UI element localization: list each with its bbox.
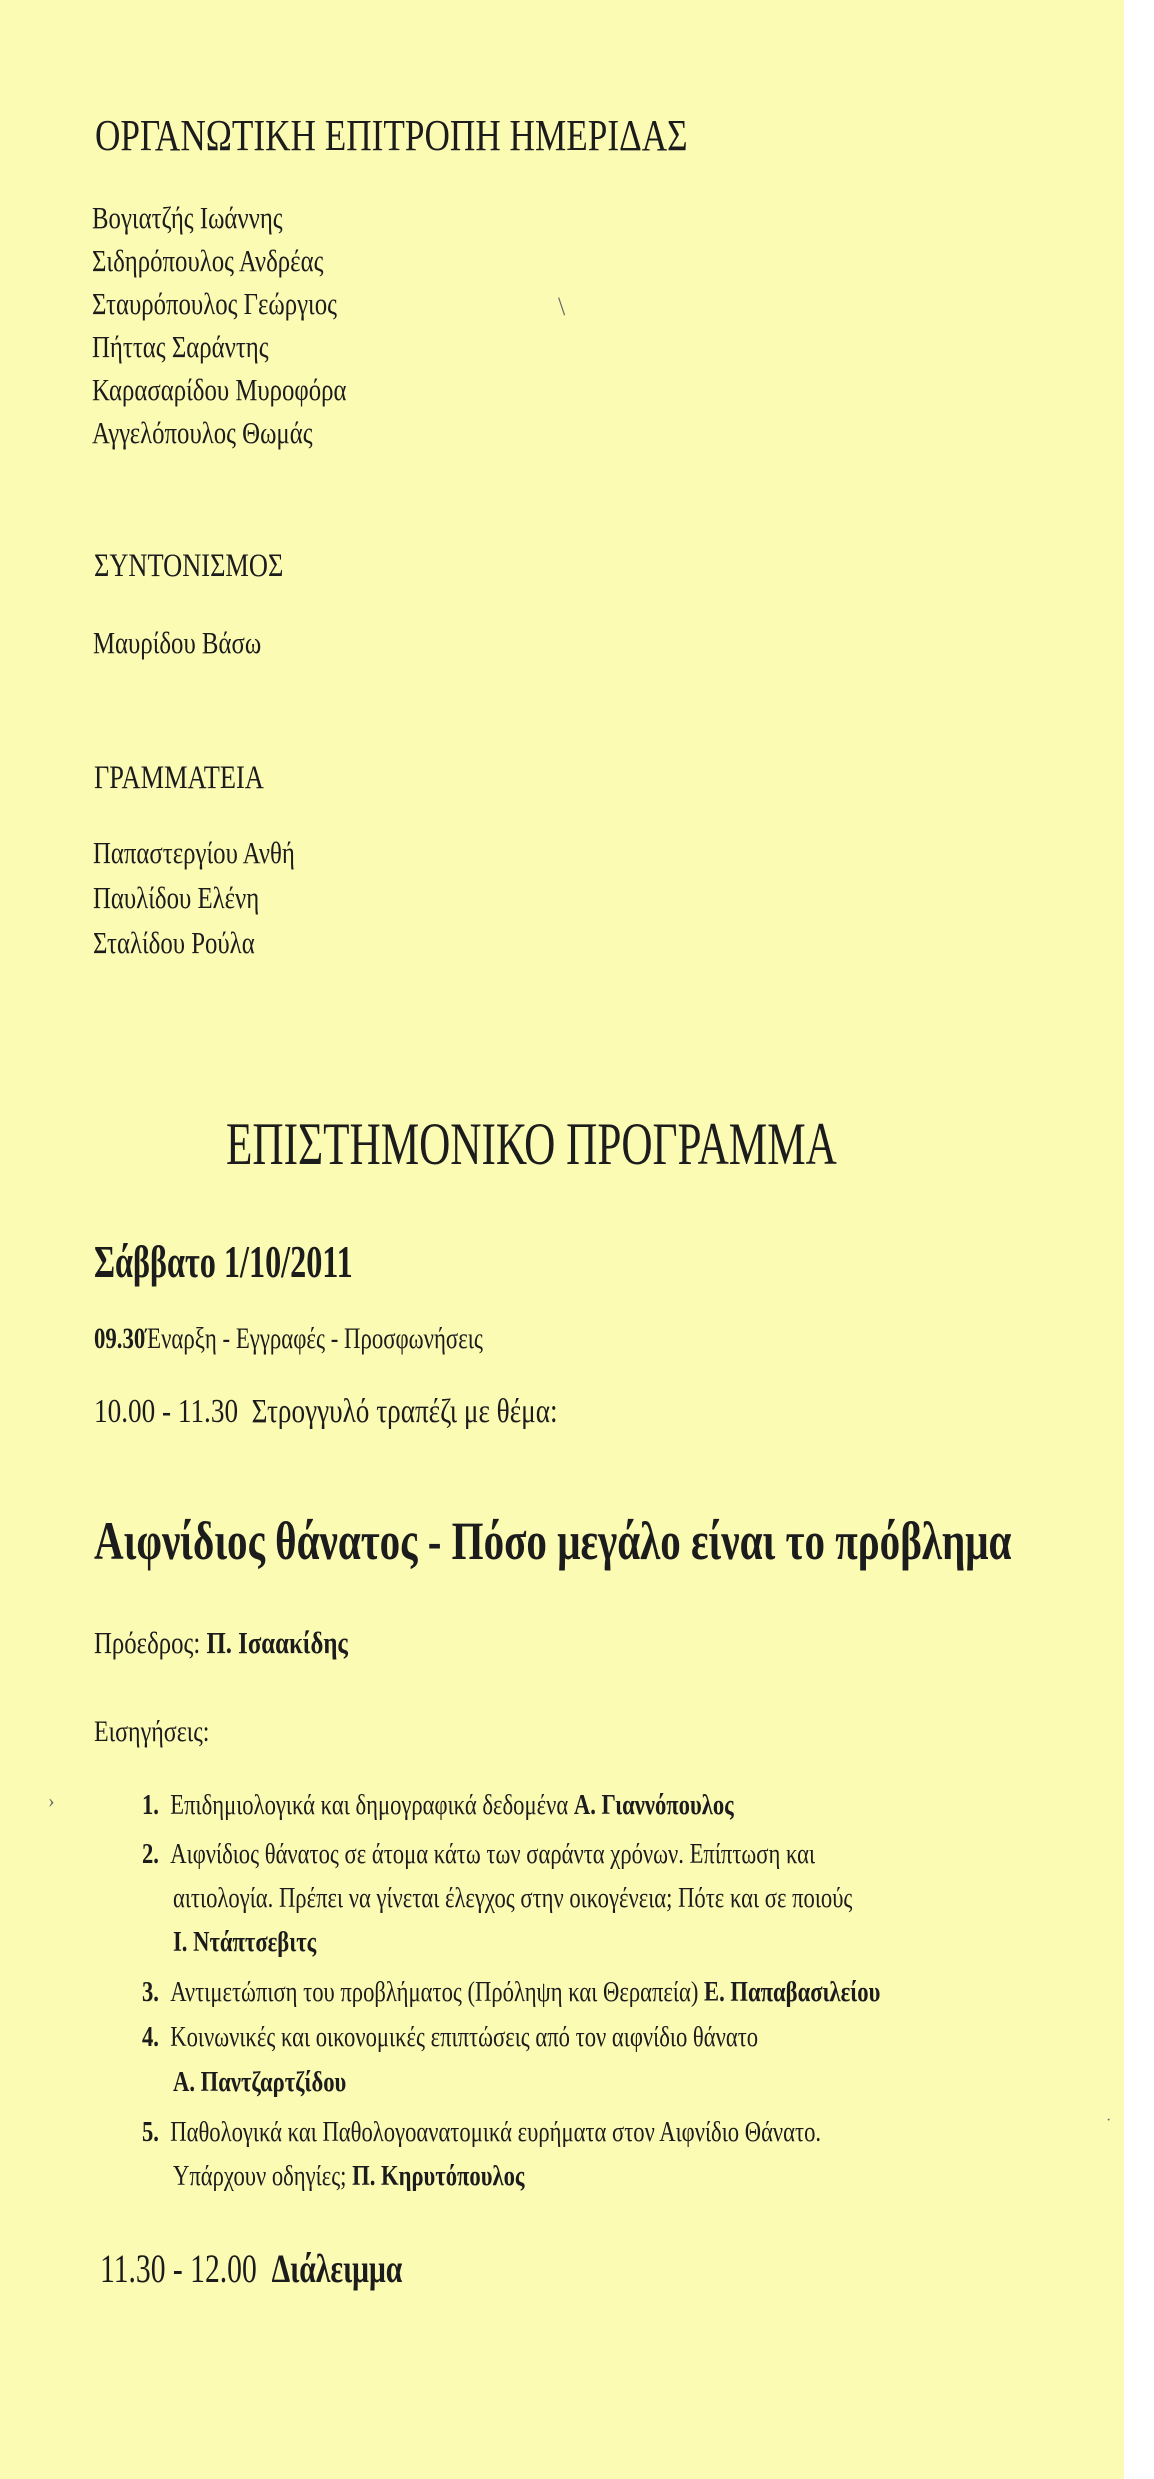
program-title: ΕΠΙΣΤΗΜΟΝΙΚΟ ΠΡΟΓΡΑΜΜΑ	[226, 1111, 837, 1177]
report-item-1: 1. Επιδημιολογικά και δημογραφικά δεδομένα Α. Γιαννόπουλος	[142, 1789, 734, 1821]
chair-line	[94, 1625, 411, 1661]
report-item-2: 2. Αιφνίδιος θάνατος σε άτομα κάτω των σαράντα χρόνων. Επίπτωση και	[142, 1838, 816, 1870]
secretariat-member: Σταλίδου Ρούλα	[93, 925, 255, 960]
speaker-name: Ε. Παπαβασιλείου	[704, 1976, 881, 2008]
program-date: Σάββατο 1/10/2011	[94, 1236, 353, 1287]
break-label: Διάλειμμα	[271, 2246, 403, 2291]
secretariat-member: Παυλίδου Ελένη	[93, 880, 260, 915]
speaker-name: Α. Παντζαρτζίδου	[173, 2066, 347, 2098]
report-item-4-speaker	[173, 2060, 395, 2104]
coordination-name: Μαυρίδου Βάσω	[93, 625, 262, 660]
round-table-time: 10.00 - 11.30	[94, 1393, 239, 1430]
report-item-5-cont: Υπάρχουν οδηγίες; Π. Κηρυτόπουλος	[173, 2160, 525, 2192]
report-item-5: 5. Παθολογικά και Παθολογοανατομικά ευρήματα στον Αιφνίδιο Θάνατο.	[142, 2116, 822, 2148]
chair-label: Πρόεδρος:	[94, 1625, 201, 1660]
stray-mark: ·	[1106, 2112, 1112, 2129]
session-topic: Αιφνίδιος θάνατος - Πόσο μεγάλο είναι το πρόβλημα	[94, 1511, 1012, 1571]
coordination-title: ΣΥΝΤΟΝΙΣΜΟΣ	[94, 548, 284, 584]
secretariat-member: Παπαστεργίου Ανθή	[93, 835, 295, 870]
committee-member: Σταυρόπουλος Γεώργιος	[92, 286, 337, 321]
round-table-line	[94, 1393, 673, 1431]
report-item-3: 3. Αντιμετώπιση του προβλήματος (Πρόληψη και Θεραπεία) Ε. Παπαβασιλείου	[142, 1976, 881, 2008]
reports-label: Εισηγήσεις:	[94, 1715, 210, 1748]
committee-member: Πήττας Σαράντης	[92, 329, 269, 364]
round-table-text: Στρογγυλό τραπέζι με θέμα:	[251, 1393, 558, 1430]
break-time: 11.30 - 12.00	[100, 2246, 257, 2291]
stray-mark: ›	[48, 1790, 55, 1812]
report-item-2-speaker	[173, 1920, 357, 1964]
chair-name: Π. Ισαακίδης	[206, 1625, 348, 1660]
break-line	[100, 2245, 508, 2292]
report-item-4: 4. Κοινωνικές και οικονομικές επιπτώσεις από τον αιφνίδιο θάνατο	[142, 2021, 759, 2053]
committee-member: Καρασαρίδου Μυροφόρα	[92, 372, 347, 407]
report-item-2-cont: αιτιολογία. Πρέπει να γίνεται έλεγχος στην οικογένεια; Πότε και σε ποιούς	[173, 1882, 853, 1914]
speaker-name: Ι. Ντάπτσεβιτς	[173, 1926, 317, 1958]
speaker-name: Α. Γιαννόπουλος	[573, 1789, 734, 1821]
committee-member: Βογιατζής Ιωάννης	[92, 200, 283, 235]
organizing-committee-list	[92, 196, 410, 454]
secretariat-title: ΓΡΑΜΜΑΤΕΙΑ	[94, 760, 264, 796]
opening-time: 09.30	[94, 1322, 146, 1355]
secretariat-list	[93, 830, 345, 965]
opening-text: Έναρξη - Εγγραφές - Προσφωνήσεις	[145, 1322, 483, 1355]
committee-member: Αγγελόπουλος Θωμάς	[92, 415, 313, 450]
opening-line	[94, 1322, 606, 1356]
committee-member: Σιδηρόπουλος Ανδρέας	[92, 243, 324, 278]
organizing-committee-title: ΟΡΓΑΝΩΤΙΚΗ ΕΠΙΤΡΟΠΗ ΗΜΕΡΙΔΑΣ	[95, 111, 688, 160]
speaker-name: Π. Κηρυτόπουλος	[352, 2160, 525, 2192]
stray-mark: \	[558, 292, 566, 321]
